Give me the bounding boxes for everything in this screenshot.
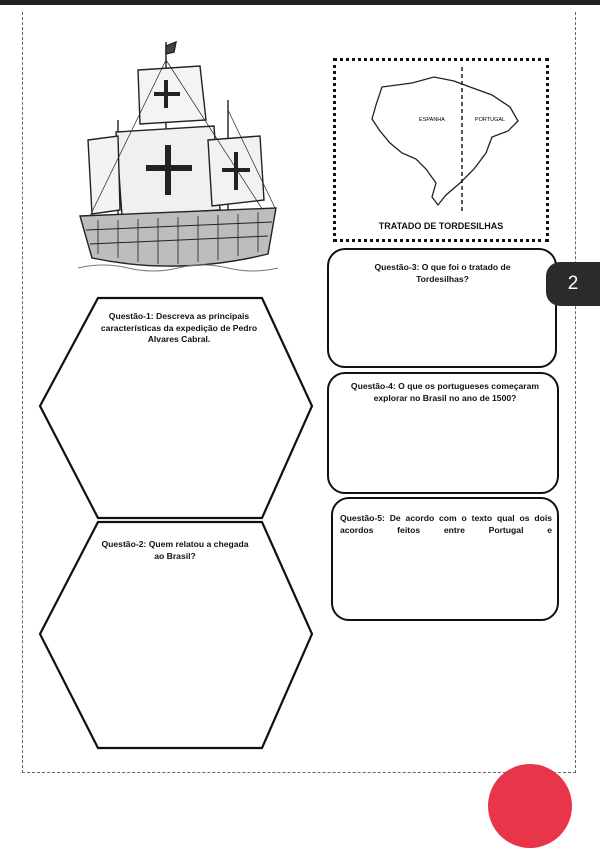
map-title: TRATADO DE TORDESILHAS xyxy=(378,221,504,231)
page-number-badge[interactable]: 2 xyxy=(546,262,600,306)
map-label-portugal: PORTUGAL xyxy=(474,117,506,123)
question-5-text: Questão-5: De acordo com o texto qual os dois acordos feitos entre Portugal e xyxy=(340,513,552,535)
question-1-text: Questão-1: Descreva as principais características da expedição de Pedro Alvares Cabral. xyxy=(100,311,258,344)
question-4-text: Questão-4: O que os portugueses começaram explorar no Brasil no ano de 1500? xyxy=(350,381,540,403)
floating-action-button[interactable] xyxy=(488,764,572,848)
map-label-espanha: ESPANHA xyxy=(419,117,445,123)
question-3-text: Questão-3: O que foi o tratado de Tordesilhas? xyxy=(374,262,511,284)
question-2-text: Questão-2: Quem relatou a chegada ao Brasil? xyxy=(101,539,249,561)
